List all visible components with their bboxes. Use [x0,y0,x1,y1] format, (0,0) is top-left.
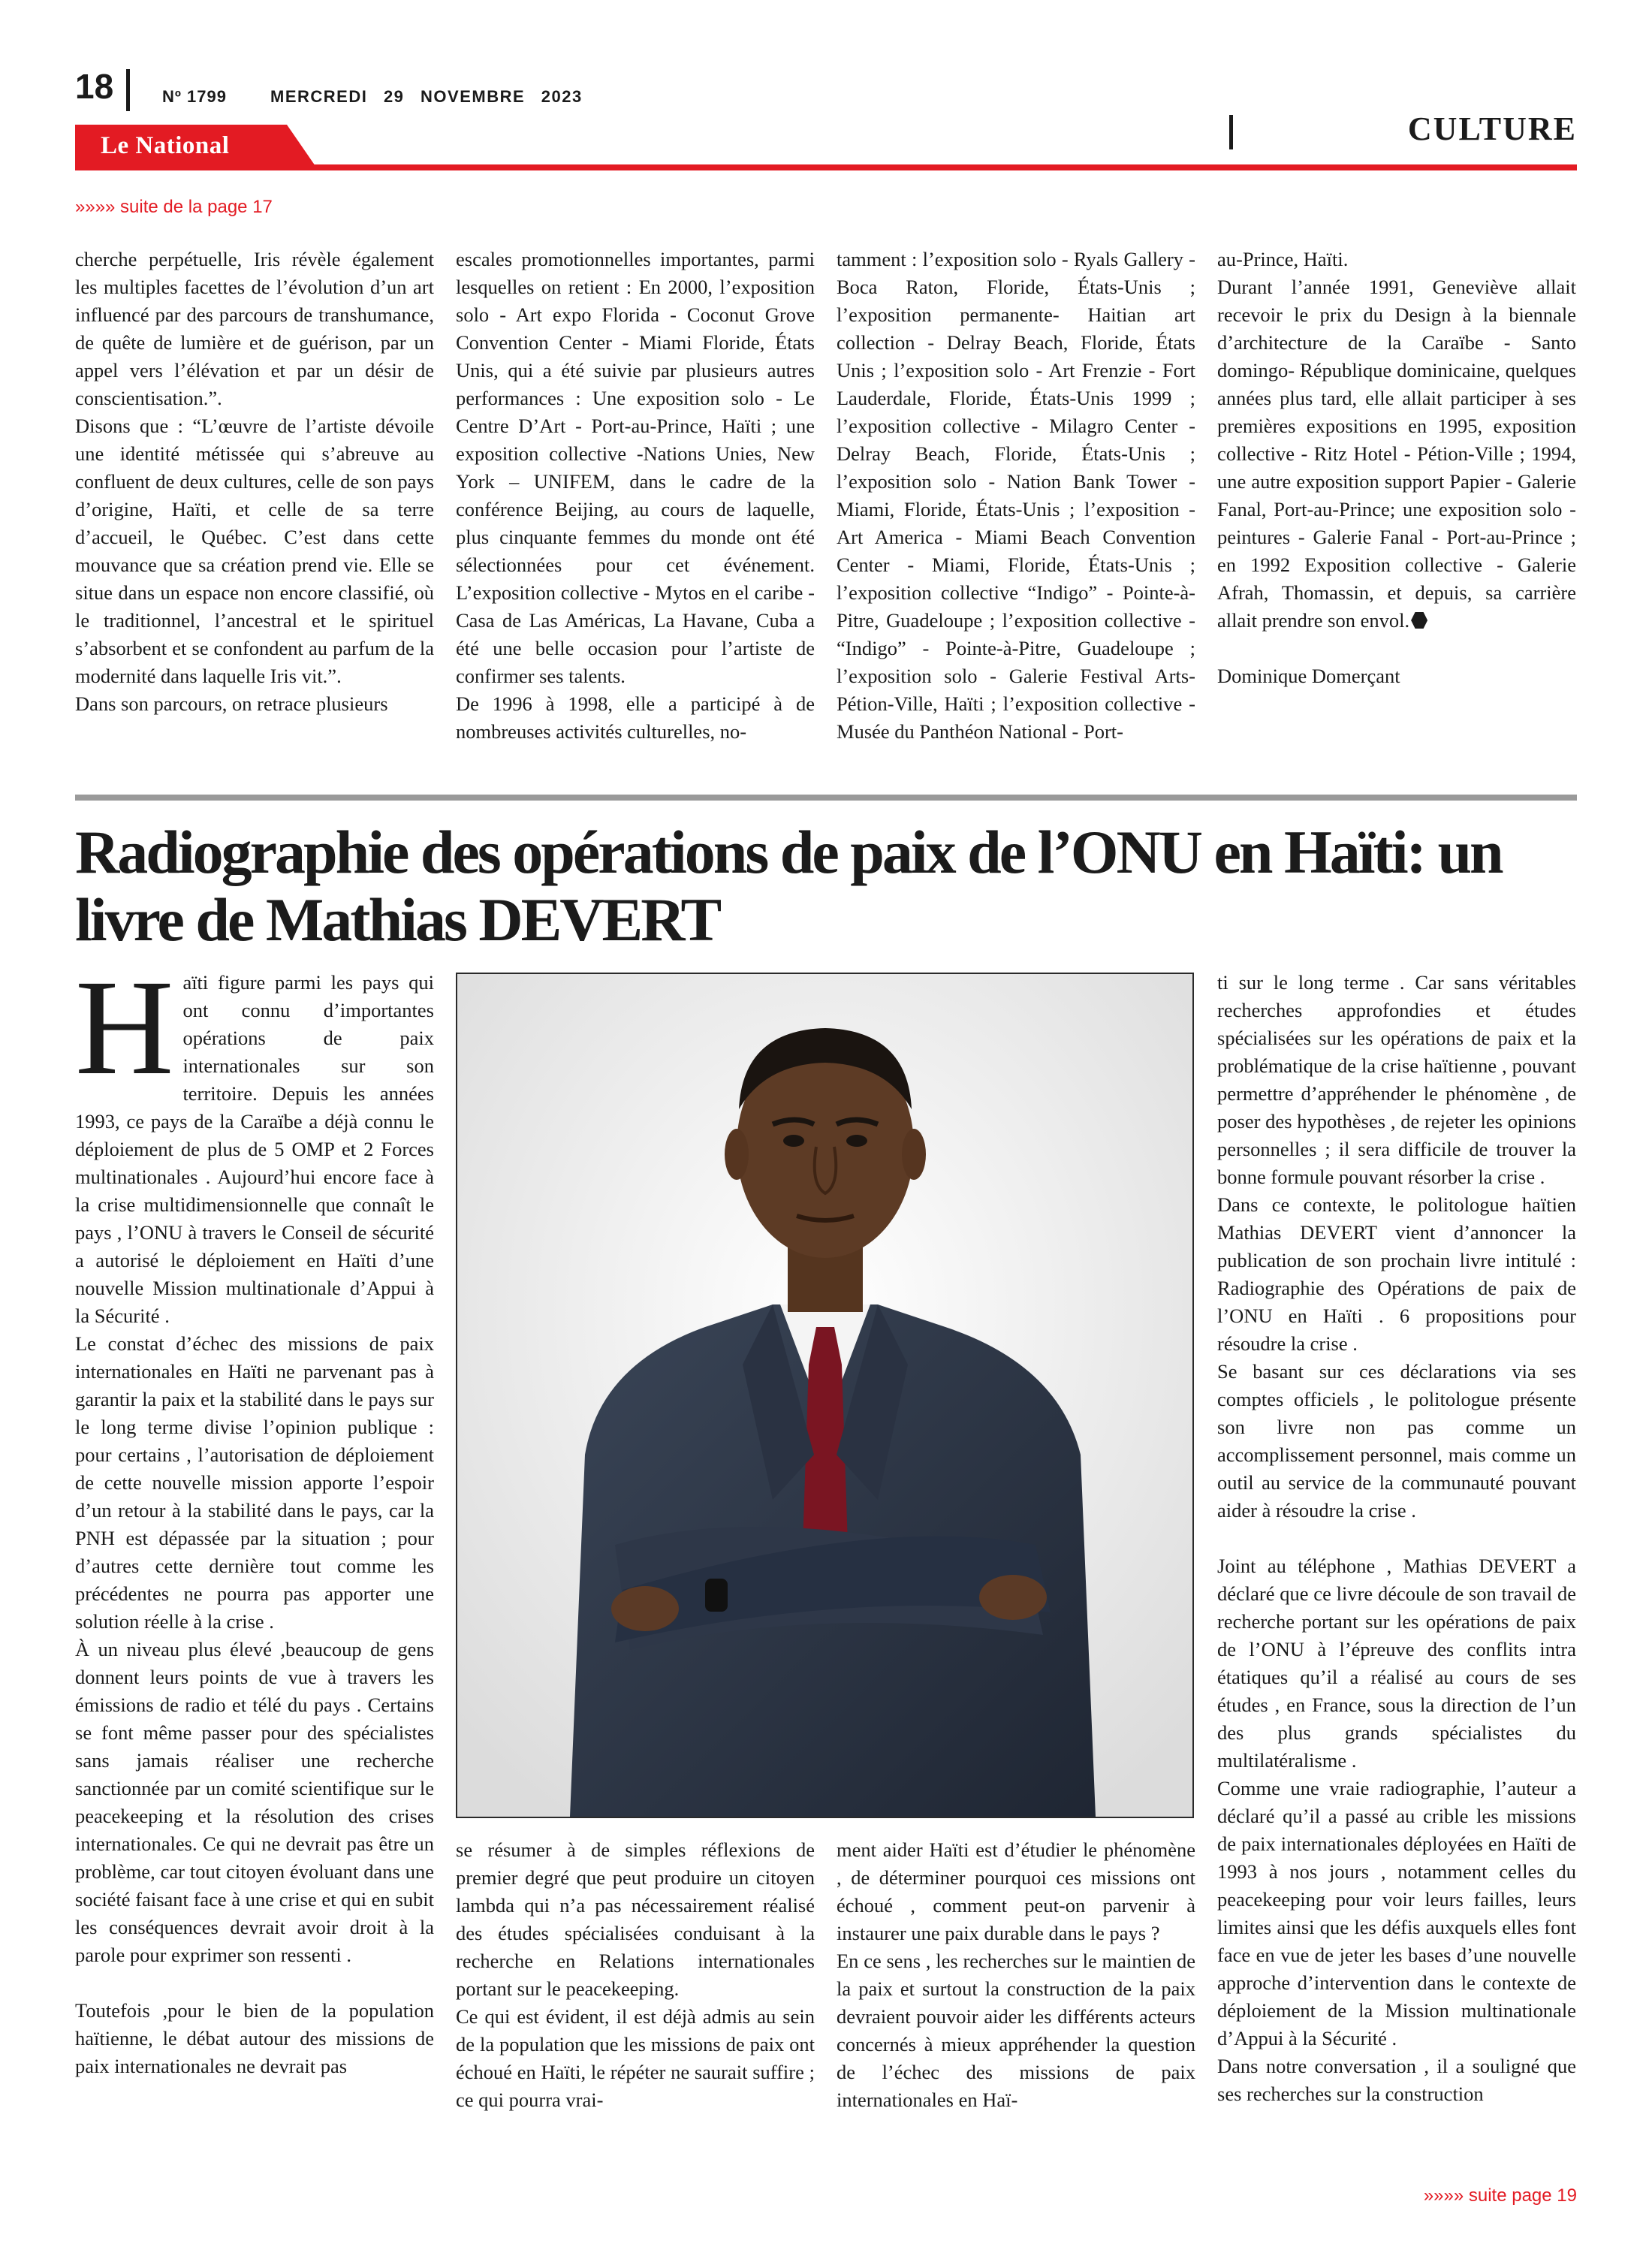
paragraph: Dans ce contexte, le politologue haïtien Mathias DEVERT vient d’annoncer la publication de son prochain livre intitulé : Radiographie des Opérations de paix de l’ONU en Haïti . 6 propositions pour résoudre la crise . [1217,1193,1576,1355]
header-red-rule [75,164,1577,170]
continued-from-link[interactable]: »»»» suite de la page 17 [75,197,273,217]
page-number: 18 [75,67,114,106]
prev-article-column-4 [1217,246,1576,690]
article-separator-rule [75,795,1577,801]
paragraph: ti sur le long terme . Car sans véritables recherches approfondies et études spécialisées sur les opérations de paix et la problématique de la crise haïtienne , pouvant permettre d’appréhender le phénomène , de poser des hypothèses , de rejeter les opinions personnelles ; il sera difficile de trouver la bonne formule pouvant résorber la crise . [1217,971,1576,1188]
lead-paragraph [75,952,434,1330]
section-title: CULTURE [1407,110,1577,147]
article-headline: Radiographie des opérations de paix de l’ONU en Haïti: un livre de Mathias DEVERT [75,818,1502,954]
section-divider [1229,115,1233,149]
article-column-4 [1217,969,1576,2108]
paragraph: Dans notre conversation , il a souligné que ses recherches sur la construction [1217,2055,1576,2105]
paragraph: Se basant sur ces déclarations via ses comptes officiels , le politologue présente son livre non pas comme un accomplissement personnel, mais comme un outil au service de la communauté pouvant aider à résoudre la crise . [1217,1360,1576,1522]
paragraph: Joint au téléphone , Mathias DEVERT a déclaré que ce livre découle de son travail de recherche portant sur les opérations de paix de l’ONU à l’épreuve des conflits intra étatiques qu’il a réalisé au cours de ses études , en France, sous la direction de l’un des plus grands spécialistes du multilatéralisme . [1217,1555,1576,1772]
continued-to-link[interactable]: »»»» suite page 19 [1423,2185,1577,2206]
prev-article-column-1 [75,246,434,718]
article-column-2 [456,1836,815,2114]
page-number-divider [126,69,130,111]
paragraph: Disons que : “L’œuvre de l’artiste dévoile une identité métissée qui s’abreuve au confluent de deux cultures, celle de son pays d’origine, Haïti, et celle de sa terre d’accueil, le Québec. C’est dans cette mouvance que sa création prend vie. Elle se situe dans un espace non encore classifié, où le traditionnel, l’ancestral et le spirituel s’absorbent et se confondent au parfum de la modernité dans laquelle Iris vit.”. [75,415,434,687]
article-column-1 [75,952,434,2080]
paragraph: au-Prince, Haïti. [1217,248,1349,270]
portrait-illustration [457,974,1192,1817]
author-byline: Dominique Domerçant [1217,665,1400,687]
paragraph: tamment : l’exposition solo - Ryals Gallery - Boca Raton, Floride, États-Unis ; l’exposition permanente- Haitian art collection - Delray Beach, Floride, États Unis ; l’exposition solo - Art Frenzie - Fort Lauderdale, Floride, États-Unis 1999 ; l’exposition collective - Milagro Center - Delray Beach, Floride, États-Unis ; l’exposition solo - Nation Bank Tower - Miami, Floride, États-Unis ; l’exposition - Art America - Miami Beach Convention Center - Miami, Floride, États-Unis ; l’exposition collective “Indigo” - Pointe-à-Pitre, Guadeloupe ; l’exposition collective - “Indigo” - Pointe-à-Pitre, Guadeloupe ; l’exposition solo - Galerie Festival Arts- Pétion-Ville, Haïti ; l’exposition collective - Musée du Panthéon National - Port- [837,248,1195,743]
paragraph: Toutefois ,pour le bien de la population haïtienne, le débat autour des missions de paix internationales ne devrait pas [75,1999,434,2077]
issue-date: MERCREDI 29 NOVEMBRE 2023 [270,87,583,106]
paragraph: se résumer à de simples réflexions de premier degré que peut produire un citoyen lambda qui n’a pas nécessairement réalisé des études spécialisées conduisant à la recherche en Relations internationales portant sur le peacekeeping. [456,1838,815,2000]
lead-text: aïti figure parmi les pays qui ont connu d’importantes opérations de paix internationales sur son territoire. Depuis les années 1993, ce pays de la Caraïbe a déjà connu le déploiement de plus de 5 OMP et 2 Forces multinationales . Aujourd’hui encore face à la crise multidimensionnelle que connaît le pays , l’ONU à travers le Conseil de sécurité a autorisé le déploiement en Haïti d’une nouvelle Mission multinationale d’Appui à la Sécurité . [75,971,434,1327]
end-of-article-icon [1411,612,1427,629]
article-column-3 [837,1836,1195,2114]
paragraph-with-end-mark [1217,273,1576,635]
paragraph-text: Durant l’année 1991, Geneviève allait recevoir le prix du Design à la biennale d’architecture de la Caraïbe - Santo domingo- République dominicaine, quelques années plus tard, elle allait participer à ses premières expositions en 1995, exposition collective - Ritz Hotel - Pétion-Ville ; 1994, une autre exposition support Papier - Galerie Fanal, Port-au-Prince; une exposition solo - peintures - Galerie Fanal - Port-au-Prince ; en 1992 Exposition collective - Galerie Afrah, Thomassin, et depuis, sa carrière allait prendre son envol. [1217,276,1576,632]
paragraph: En ce sens , les recherches sur le maintien de la paix et surtout la construction de la paix devraient pouvoir aider les différents acteurs concernés à mieux appréhender la question de l’échec des missions de paix internationales en Haï- [837,1950,1195,2111]
prev-article-column-2 [456,246,815,746]
issue-number: Nº 1799 [162,87,227,106]
paragraph: escales promotionnelles importantes, parmi lesquelles on retient : En 2000, l’exposition solo - Art expo Florida - Coconut Grove Convention Center - Miami Floride, États Unis, qui a été suivie par plusieurs autres performances : Une exposition solo - Le Centre D’Art - Port-au-Prince, Haïti ; une exposition collective -Nations Unies, New York – UNIFEM, dans le cadre de la conférence Beijing, au cours de laquelle, plus cinquante femmes du monde ont été sélectionnées pour cet événement. L’exposition collective - Mytos en el caribe - Casa de Las Américas, La Havane, Cuba a été une belle occasion pour l’artiste de confirmer ses talents. [456,248,815,687]
paragraph: Le constat d’échec des missions de paix internationales en Haïti ne parvenant pas à garantir la paix et la stabilité dans le pays sur le long terme divise l’opinion publique : pour certains , l’autorisation de déploiement de cette nouvelle mission apporte l’espoir d’un retour à la stabilité dans le pays, car la PNH est dépassée par la situation ; pour d’autres cette dernière tout comme les précédentes ne pourra pas apporter une solution réelle à la crise . [75,1332,434,1633]
paragraph: De 1996 à 1998, elle a participé à de nombreuses activités culturelles, no- [456,692,815,743]
paragraph: Ce qui est évident, il est déjà admis au sein de la population que les missions de paix ont échoué en Haïti, le répéter ne saurait suffire ; ce qui pourra vrai- [456,2005,815,2111]
paragraph: Comme une vraie radiographie, l’auteur a déclaré qu’il a passé au crible les missions de paix internationales déployées en Haïti de 1993 à nos jours , notamment celles du peacekeeping pour voir leurs failles, leurs limites ainsi que les défis auxquels elles font face en vue de jeter les bases d’une nouvelle approche d’intervention dans le contexte de déploiement de la Mission multinationale d’Appui à la Sécurité . [1217,1777,1576,2049]
newspaper-brand: Le National [101,132,230,159]
author-portrait-photo [456,973,1194,1818]
paragraph: À un niveau plus élevé ,beaucoup de gens donnent leurs points de vue à travers les émissions de radio et télé du pays . Certains se font même passer pour des spécialistes sans jamais réaliser une recherche sanctionnée par un comité scientifique sur le peacekeeping et la résolution des crises internationales. Ce qui ne devrait pas être un problème, car tout citoyen évoluant dans une société faisant face à une crise et qui en subit les conséquences devrait avoir droit à la parole pour exprimer son ressenti . [75,1638,434,1966]
paragraph: ment aider Haïti est d’étudier le phénomène , de déterminer pourquoi ces missions ont échoué , comment peut-on parvenir à instaurer une paix durable dans le pays ? [837,1838,1195,1944]
drop-cap: H [75,952,174,1103]
prev-article-column-3 [837,246,1195,746]
paragraph: Dans son parcours, on retrace plusieurs [75,692,388,715]
paragraph: cherche perpétuelle, Iris révèle également les multiples facettes de l’évolution d’un art influencé par des parcours de transhumance, de quête de lumière et de guérison, par un appel vers l’élévation et par un désir de conscientisation.”. [75,248,434,409]
